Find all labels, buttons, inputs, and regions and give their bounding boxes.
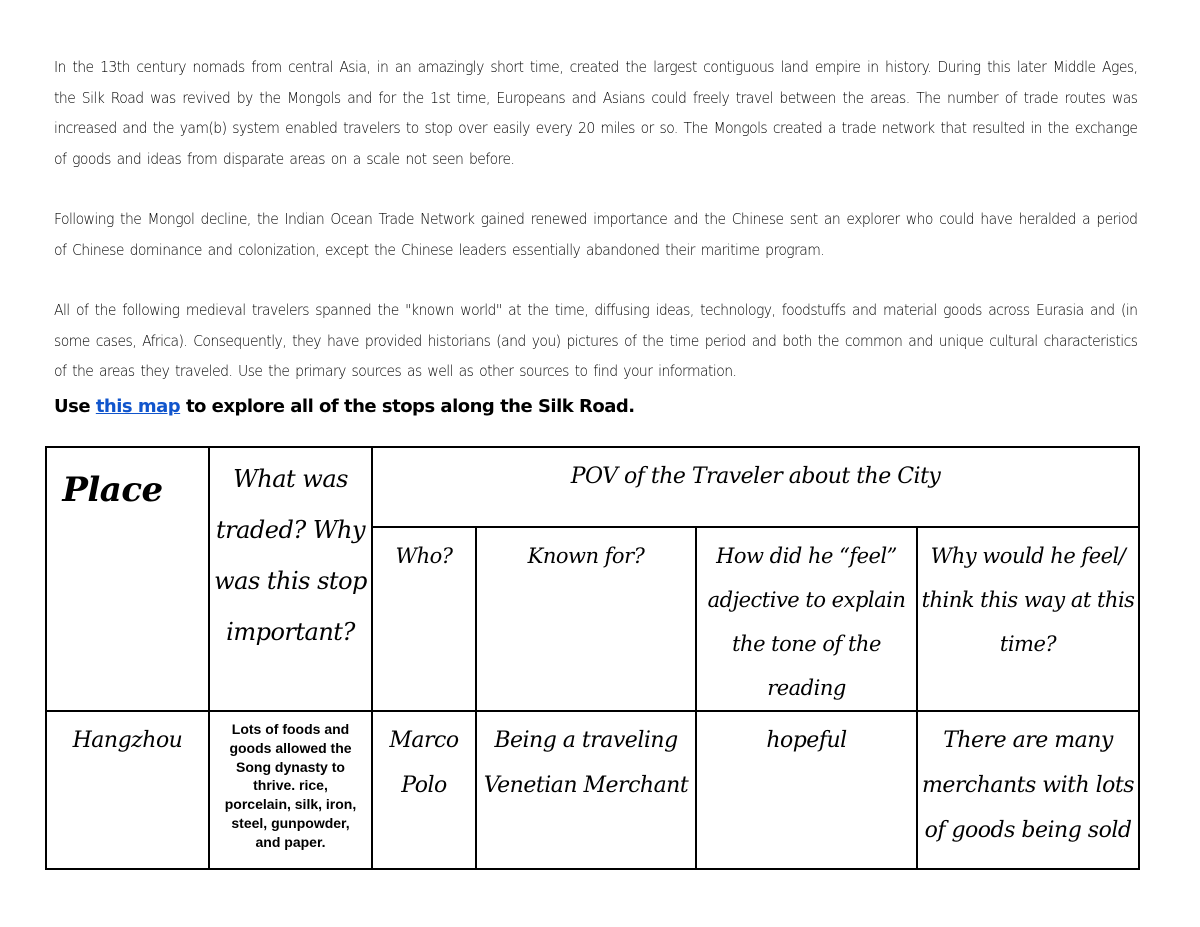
cell-why[interactable]: There are many merchants with lots of goods being sold [917,711,1139,869]
cell-place[interactable]: Hangzhou [46,711,209,869]
header-feel: How did he “feel” adjective to explain the tone of the reading [696,527,917,711]
header-why: Why would he feel/ think this way at this time? [917,527,1139,711]
header-place: Place [46,447,209,711]
map-instruction-suffix: to explore all of the stops along the Silk Road. [180,395,635,417]
cell-known-for[interactable]: Being a traveling Venetian Merchant [476,711,696,869]
map-instruction [54,395,1138,419]
traveler-table [45,446,1140,870]
cell-who[interactable]: Marco Polo [372,711,476,869]
document-body [54,52,1138,419]
intro-paragraph-2: Following the Mongol decline, the Indian Ocean Trade Network gained renewed importance and the Chinese sent an explorer who could have heralded a period of Chinese dominance and colonization, except the Chinese leaders essentially abandoned their maritime program. [54,210,1138,259]
intro-paragraph-1: In the 13th century nomads from central Asia, in an amazingly short time, created the largest contiguous land empire in history. During this later Middle Ages, the Silk Road was revived by the Mongols and for the 1st time, Europeans and Asians could freely travel between the areas. The number of trade routes was increased and the yam(b) system enabled travelers to stop over easily every 20 miles or so. The Mongols created a trade network that resulted in the exchange of goods and ideas from disparate areas on a scale not seen before. [54,58,1138,168]
header-traded: What was traded? Why was this stop important? [209,447,372,711]
cell-feel[interactable]: hopeful [696,711,917,869]
header-pov: POV of the Traveler about the City [372,447,1139,527]
header-known-for: Known for? [476,527,696,711]
header-who: Who? [372,527,476,711]
table-row [46,711,1139,869]
cell-traded[interactable]: Lots of foods and goods allowed the Song dynasty to thrive. rice, porcelain, silk, iron, steel, gunpowder, and paper. [209,711,372,869]
map-link[interactable]: this map [95,395,181,417]
map-instruction-prefix: Use [54,395,96,417]
intro-paragraph-3: All of the following medieval travelers spanned the "known world" at the time, diffusing ideas, technology, foodstuffs and material goods across Eurasia and (in some cases, Africa). Consequently, they have provided historians (and you) pictures of the time period and both the common and unique cultural characteristics of the areas they traveled. Use the primary sources as well as other sources to find your information. [54,301,1138,380]
